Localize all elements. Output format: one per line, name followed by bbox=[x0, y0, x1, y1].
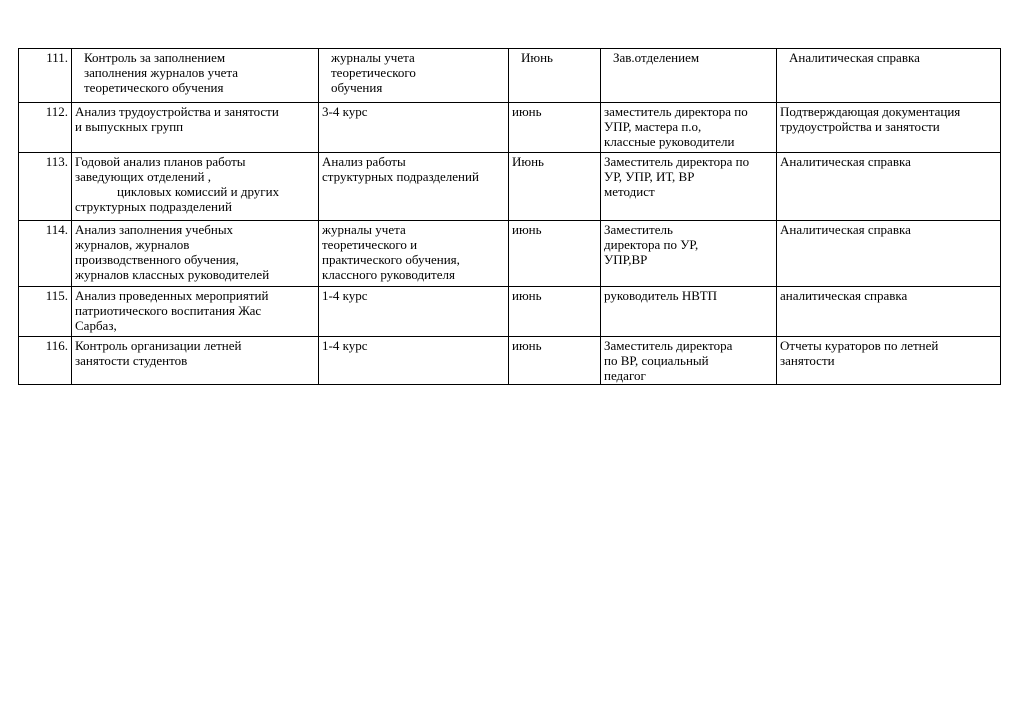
deadline: июнь bbox=[509, 103, 601, 153]
event-title: Контроль за заполнением заполнения журналов учета теоретического обучения bbox=[72, 49, 319, 103]
result-form: Аналитическая справка bbox=[777, 49, 1001, 103]
control-plan-table bbox=[18, 48, 1001, 385]
result-form: аналитическая справка bbox=[777, 287, 1001, 337]
deadline: Июнь bbox=[509, 49, 601, 103]
control-object: 1-4 курс bbox=[319, 337, 509, 385]
responsible: Зав.отделением bbox=[601, 49, 777, 103]
responsible: Заместитель директора по УР, УПР,ВР bbox=[601, 221, 777, 287]
result-form: Аналитическая справка bbox=[777, 221, 1001, 287]
event-title: Контроль организации летней занятости студентов bbox=[72, 337, 319, 385]
deadline: июнь bbox=[509, 287, 601, 337]
deadline: июнь bbox=[509, 221, 601, 287]
table-row bbox=[19, 221, 1001, 287]
event-title: Анализ заполнения учебных журналов, журналов производственного обучения, журналов классных руководителей bbox=[72, 221, 319, 287]
row-number: 116. bbox=[19, 337, 72, 385]
deadline: Июнь bbox=[509, 153, 601, 221]
row-number: 114. bbox=[19, 221, 72, 287]
result-form: Подтверждающая документация трудоустройства и занятости bbox=[777, 103, 1001, 153]
control-object: Анализ работы структурных подразделений bbox=[319, 153, 509, 221]
result-form: Аналитическая справка bbox=[777, 153, 1001, 221]
table-row bbox=[19, 103, 1001, 153]
control-object: 1-4 курс bbox=[319, 287, 509, 337]
control-object: журналы учета теоретического обучения bbox=[319, 49, 509, 103]
row-number: 115. bbox=[19, 287, 72, 337]
row-number: 113. bbox=[19, 153, 72, 221]
control-object: 3-4 курс bbox=[319, 103, 509, 153]
control-object: журналы учета теоретического и практического обучения, классного руководителя bbox=[319, 221, 509, 287]
row-number: 112. bbox=[19, 103, 72, 153]
table-row bbox=[19, 337, 1001, 385]
row-number: 111. bbox=[19, 49, 72, 103]
table-row bbox=[19, 153, 1001, 221]
event-title: Анализ проведенных мероприятий патриотического воспитания Жас Сарбаз, bbox=[72, 287, 319, 337]
responsible: Заместитель директора по УР, УПР, ИТ, ВР методист bbox=[601, 153, 777, 221]
responsible: Заместитель директора по ВР, социальный педагог bbox=[601, 337, 777, 385]
responsible: заместитель директора по УПР, мастера п.о, классные руководители bbox=[601, 103, 777, 153]
responsible: руководитель НВТП bbox=[601, 287, 777, 337]
event-title: Анализ трудоустройства и занятости и выпускных групп bbox=[72, 103, 319, 153]
table-row bbox=[19, 287, 1001, 337]
result-form: Отчеты кураторов по летней занятости bbox=[777, 337, 1001, 385]
deadline: июнь bbox=[509, 337, 601, 385]
table-row bbox=[19, 49, 1001, 103]
event-title: Годовой анализ планов работы заведующих отделений , цикловых комиссий и других структурных подразделений bbox=[72, 153, 319, 221]
